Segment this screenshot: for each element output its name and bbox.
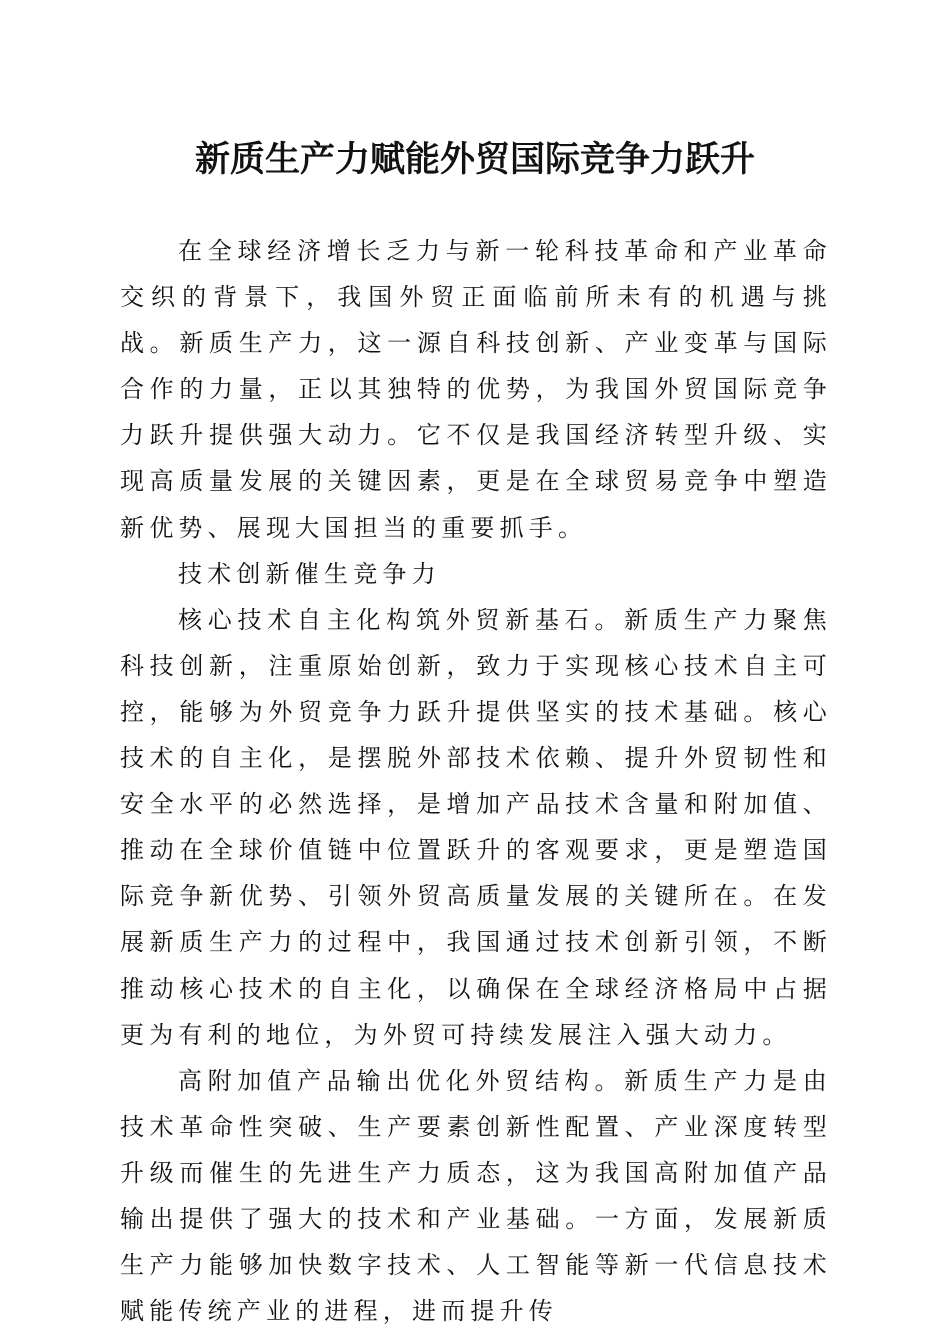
paragraph-high-value-products: 高附加值产品输出优化外贸结构。新质生产力是由技术革命性突破、生产要素创新性配置、产业深度转型升级而催生的先进生产力质态，这为我国高附加值产品输出提供了强大的技术和产业基础。一方面，发展新质生产力能够加快数字技术、人工智能等新一代信息技术赋能传统产业的进程，进而提升传 (120, 1066, 832, 1326)
document-title: 新质生产力赋能外贸国际竞争力跃升 (194, 139, 755, 180)
paragraph-core-technology: 核心技术自主化构筑外贸新基石。新质生产力聚焦科技创新，注重原始创新，致力于实现核心技术自主可控，能够为外贸竞争力跃升提供坚实的技术基础。核心技术的自主化，是摆脱外部技术依赖、提升外贸韧性和安全水平的必然选择，是增加产品技术含量和附加值、推动在全球价值链中位置跃升的客观要求，更是塑造国际竞争新优势、引领外贸高质量发展的关键所在。在发展新质生产力的过程中，我国通过技术创新引领，不断推动核心技术的自主化，以确保在全球经济格局中占据更为有利的地位，为外贸可持续发展注入强大动力。 (120, 605, 832, 1049)
section-heading: 技术创新催生竞争力 (178, 559, 441, 588)
document-body (120, 228, 832, 1334)
paragraph-intro: 在全球经济增长乏力与新一轮科技革命和产业革命交织的背景下，我国外贸正面临前所未有的机遇与挑战。新质生产力，这一源自科技创新、产业变革与国际合作的力量，正以其独特的优势，为我国外贸国际竞争力跃升提供强大动力。它不仅是我国经济转型升级、实现高质量发展的关键因素，更是在全球贸易竞争中塑造新优势、展现大国担当的重要抓手。 (120, 237, 832, 542)
